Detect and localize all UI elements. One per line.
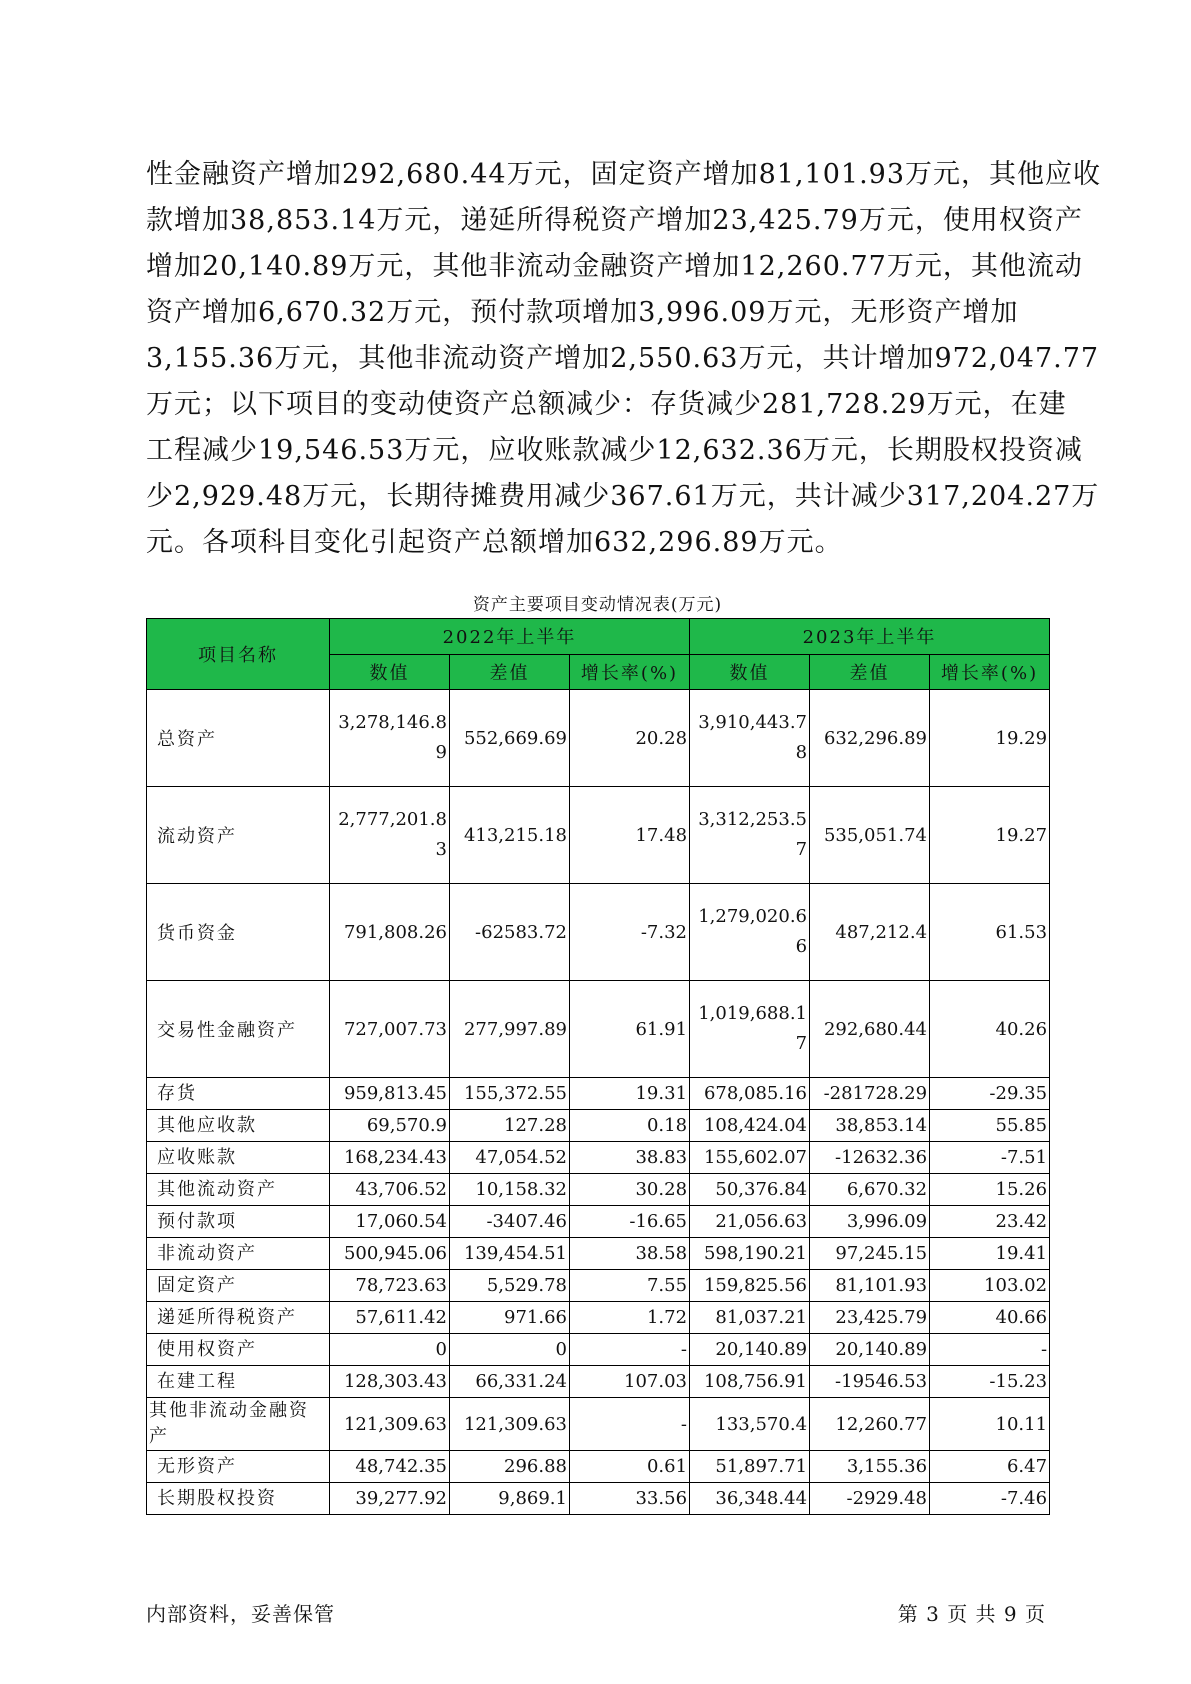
cell-diff-2022: 10,158.32: [450, 1174, 570, 1206]
row-name: 长期股权投资: [147, 1483, 330, 1515]
cell-value-2023: 133,570.4: [690, 1398, 810, 1451]
footer-confidential-note: 内部资料，妥善保管: [146, 1602, 335, 1626]
table-row: [147, 1238, 1050, 1270]
row-name: 其他应收款: [147, 1110, 330, 1142]
cell-value-2022: 128,303.43: [330, 1366, 450, 1398]
cell-diff-2023: 535,051.74: [810, 787, 930, 884]
cell-value-2022: 43,706.52: [330, 1174, 450, 1206]
row-name: 存货: [147, 1078, 330, 1110]
header-period-2023: 2023年上半年: [690, 619, 1050, 655]
cell-diff-2022: -62583.72: [450, 884, 570, 981]
cell-diff-2023: 12,260.77: [810, 1398, 930, 1451]
cell-rate-2023: 40.26: [930, 981, 1050, 1078]
cell-diff-2023: -12632.36: [810, 1142, 930, 1174]
cell-value-2022: 959,813.45: [330, 1078, 450, 1110]
cell-value-2023: 50,376.84: [690, 1174, 810, 1206]
row-name: 固定资产: [147, 1270, 330, 1302]
cell-rate-2022: -: [570, 1334, 690, 1366]
cell-diff-2023: 292,680.44: [810, 981, 930, 1078]
table-row: [147, 1206, 1050, 1238]
cell-diff-2023: 487,212.4: [810, 884, 930, 981]
table-row: [147, 1366, 1050, 1398]
cell-rate-2023: 10.11: [930, 1398, 1050, 1451]
cell-value-2023: 678,085.16: [690, 1078, 810, 1110]
paragraph-line: 性金融资产增加292,680.44万元，固定资产增加81,101.93万元，其他应收: [146, 159, 1102, 190]
row-name: 使用权资产: [147, 1334, 330, 1366]
cell-value-2023: 3,910,443.78: [690, 690, 810, 787]
paragraph-line: 少2,929.48万元，长期待摊费用减少367.61万元，共计减少317,204.27万: [146, 481, 1100, 512]
cell-rate-2022: 38.83: [570, 1142, 690, 1174]
cell-diff-2022: 127.28: [450, 1110, 570, 1142]
table-caption: 资产主要项目变动情况表(万元): [472, 595, 723, 615]
cell-rate-2022: 38.58: [570, 1238, 690, 1270]
header-rate: 增长率(%): [570, 654, 690, 690]
table-row: [147, 1334, 1050, 1366]
cell-value-2022: 78,723.63: [330, 1270, 450, 1302]
cell-value-2023: 1,279,020.66: [690, 884, 810, 981]
row-name: 其他非流动金融资产: [147, 1398, 330, 1451]
cell-rate-2022: 17.48: [570, 787, 690, 884]
cell-diff-2022: 66,331.24: [450, 1366, 570, 1398]
cell-rate-2023: 40.66: [930, 1302, 1050, 1334]
cell-diff-2023: 97,245.15: [810, 1238, 930, 1270]
paragraph-line: 3,155.36万元，其他非流动资产增加2,550.63万元，共计增加972,047.77: [146, 343, 1100, 374]
cell-diff-2022: 139,454.51: [450, 1238, 570, 1270]
table-row: [147, 1451, 1050, 1483]
cell-value-2023: 155,602.07: [690, 1142, 810, 1174]
cell-diff-2022: 121,309.63: [450, 1398, 570, 1451]
paragraph-line: 元。各项科目变化引起资产总额增加632,296.89万元。: [146, 527, 843, 558]
cell-diff-2022: 971.66: [450, 1302, 570, 1334]
paragraph-line: 款增加38,853.14万元，递延所得税资产增加23,425.79万元，使用权资产: [146, 205, 1083, 236]
cell-rate-2023: -7.46: [930, 1483, 1050, 1515]
cell-rate-2022: 107.03: [570, 1366, 690, 1398]
asset-change-table: [146, 618, 1050, 1515]
header-diff: 差值: [450, 654, 570, 690]
row-name: 其他流动资产: [147, 1174, 330, 1206]
cell-diff-2022: 277,997.89: [450, 981, 570, 1078]
header-value: 数值: [690, 654, 810, 690]
cell-rate-2023: 103.02: [930, 1270, 1050, 1302]
table-row: [147, 1398, 1050, 1451]
cell-rate-2022: 61.91: [570, 981, 690, 1078]
cell-value-2023: 51,897.71: [690, 1451, 810, 1483]
cell-diff-2023: -19546.53: [810, 1366, 930, 1398]
table-row: [147, 1483, 1050, 1515]
cell-value-2023: 21,056.63: [690, 1206, 810, 1238]
cell-value-2022: 2,777,201.83: [330, 787, 450, 884]
cell-rate-2022: 33.56: [570, 1483, 690, 1515]
cell-rate-2022: 30.28: [570, 1174, 690, 1206]
row-name: 非流动资产: [147, 1238, 330, 1270]
header-value: 数值: [330, 654, 450, 690]
table-row: [147, 1110, 1050, 1142]
cell-value-2022: 48,742.35: [330, 1451, 450, 1483]
cell-diff-2022: 0: [450, 1334, 570, 1366]
row-name: 无形资产: [147, 1451, 330, 1483]
cell-value-2023: 598,190.21: [690, 1238, 810, 1270]
paragraph-line: 增加20,140.89万元，其他非流动金融资产增加12,260.77万元，其他流动: [146, 251, 1083, 282]
cell-rate-2023: 15.26: [930, 1174, 1050, 1206]
cell-value-2022: 17,060.54: [330, 1206, 450, 1238]
header-rate: 增长率(%): [930, 654, 1050, 690]
cell-value-2022: 39,277.92: [330, 1483, 450, 1515]
row-name: 总资产: [147, 690, 330, 787]
cell-diff-2022: 155,372.55: [450, 1078, 570, 1110]
table-row: [147, 1142, 1050, 1174]
row-name: 流动资产: [147, 787, 330, 884]
cell-diff-2022: 47,054.52: [450, 1142, 570, 1174]
table-row: [147, 1302, 1050, 1334]
page-number: 第 3 页 共 9 页: [897, 1602, 1046, 1626]
body-paragraph: [146, 152, 1102, 566]
cell-value-2023: 1,019,688.17: [690, 981, 810, 1078]
cell-diff-2023: 3,155.36: [810, 1451, 930, 1483]
cell-value-2023: 3,312,253.57: [690, 787, 810, 884]
cell-diff-2022: -3407.46: [450, 1206, 570, 1238]
row-name: 递延所得税资产: [147, 1302, 330, 1334]
cell-diff-2023: 23,425.79: [810, 1302, 930, 1334]
cell-value-2022: 0: [330, 1334, 450, 1366]
cell-diff-2023: 81,101.93: [810, 1270, 930, 1302]
cell-diff-2022: 5,529.78: [450, 1270, 570, 1302]
cell-value-2023: 159,825.56: [690, 1270, 810, 1302]
row-name: 在建工程: [147, 1366, 330, 1398]
cell-rate-2023: 55.85: [930, 1110, 1050, 1142]
table-row: [147, 981, 1050, 1078]
paragraph-line: 资产增加6,670.32万元，预付款项增加3,996.09万元，无形资产增加: [146, 297, 1019, 328]
cell-value-2023: 108,756.91: [690, 1366, 810, 1398]
cell-rate-2023: -15.23: [930, 1366, 1050, 1398]
table-row: [147, 690, 1050, 787]
cell-rate-2022: 7.55: [570, 1270, 690, 1302]
cell-diff-2023: -2929.48: [810, 1483, 930, 1515]
cell-rate-2023: 61.53: [930, 884, 1050, 981]
row-name: 应收账款: [147, 1142, 330, 1174]
row-name: 货币资金: [147, 884, 330, 981]
cell-diff-2023: 3,996.09: [810, 1206, 930, 1238]
cell-rate-2023: 6.47: [930, 1451, 1050, 1483]
cell-diff-2022: 413,215.18: [450, 787, 570, 884]
cell-rate-2023: -7.51: [930, 1142, 1050, 1174]
cell-diff-2023: 38,853.14: [810, 1110, 930, 1142]
cell-diff-2023: 632,296.89: [810, 690, 930, 787]
cell-diff-2022: 296.88: [450, 1451, 570, 1483]
cell-diff-2023: 6,670.32: [810, 1174, 930, 1206]
cell-value-2022: 727,007.73: [330, 981, 450, 1078]
cell-value-2023: 36,348.44: [690, 1483, 810, 1515]
header-item-name: 项目名称: [147, 619, 330, 690]
cell-rate-2023: -: [930, 1334, 1050, 1366]
table-row: [147, 884, 1050, 981]
row-name: 预付款项: [147, 1206, 330, 1238]
cell-rate-2022: 0.18: [570, 1110, 690, 1142]
cell-rate-2023: -29.35: [930, 1078, 1050, 1110]
cell-diff-2022: 552,669.69: [450, 690, 570, 787]
header-diff: 差值: [810, 654, 930, 690]
cell-value-2022: 121,309.63: [330, 1398, 450, 1451]
cell-value-2022: 168,234.43: [330, 1142, 450, 1174]
table-row: [147, 787, 1050, 884]
paragraph-line: 万元；以下项目的变动使资产总额减少：存货减少281,728.29万元，在建: [146, 389, 1067, 420]
cell-value-2023: 81,037.21: [690, 1302, 810, 1334]
table-row: [147, 1174, 1050, 1206]
cell-rate-2022: 1.72: [570, 1302, 690, 1334]
cell-rate-2023: 19.41: [930, 1238, 1050, 1270]
cell-value-2022: 791,808.26: [330, 884, 450, 981]
cell-value-2023: 108,424.04: [690, 1110, 810, 1142]
table-row: [147, 1078, 1050, 1110]
cell-rate-2023: 19.29: [930, 690, 1050, 787]
cell-diff-2023: -281728.29: [810, 1078, 930, 1110]
cell-value-2022: 500,945.06: [330, 1238, 450, 1270]
cell-rate-2022: -16.65: [570, 1206, 690, 1238]
cell-value-2022: 3,278,146.89: [330, 690, 450, 787]
paragraph-line: 工程减少19,546.53万元，应收账款减少12,632.36万元，长期股权投资减: [146, 435, 1083, 466]
cell-rate-2022: -7.32: [570, 884, 690, 981]
cell-rate-2022: 20.28: [570, 690, 690, 787]
header-period-2022: 2022年上半年: [330, 619, 690, 655]
row-name: 交易性金融资产: [147, 981, 330, 1078]
cell-rate-2022: 0.61: [570, 1451, 690, 1483]
table-row: [147, 1270, 1050, 1302]
cell-rate-2022: -: [570, 1398, 690, 1451]
cell-rate-2023: 19.27: [930, 787, 1050, 884]
cell-rate-2022: 19.31: [570, 1078, 690, 1110]
cell-diff-2023: 20,140.89: [810, 1334, 930, 1366]
cell-value-2023: 20,140.89: [690, 1334, 810, 1366]
cell-diff-2022: 9,869.1: [450, 1483, 570, 1515]
cell-value-2022: 57,611.42: [330, 1302, 450, 1334]
cell-value-2022: 69,570.9: [330, 1110, 450, 1142]
cell-rate-2023: 23.42: [930, 1206, 1050, 1238]
